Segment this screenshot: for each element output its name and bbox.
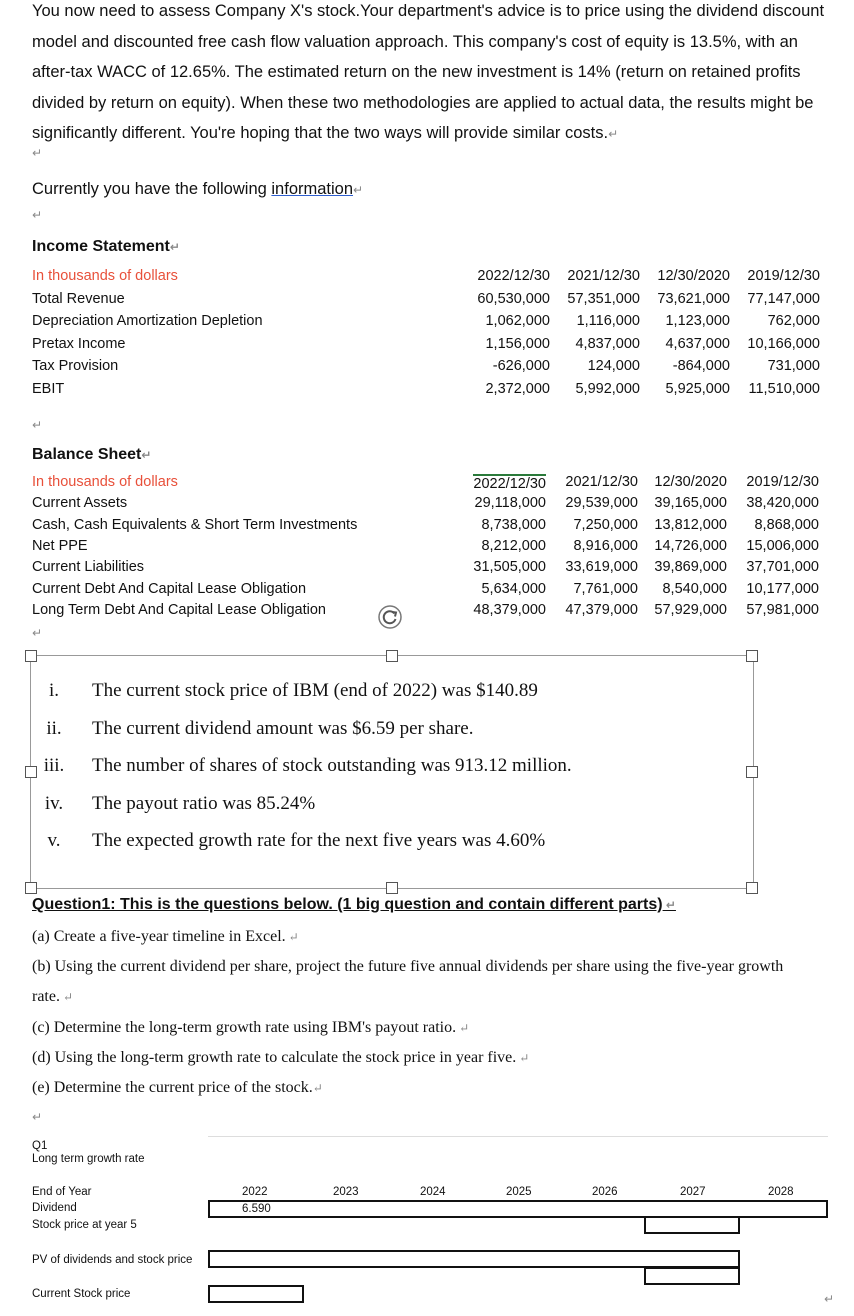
cell-value: 5,992,000 <box>575 380 640 397</box>
row-label: EBIT <box>32 380 65 397</box>
income-statement-table <box>32 268 832 398</box>
resize-handle[interactable] <box>746 650 758 662</box>
cell-value: 731,000 <box>767 358 820 374</box>
cell-value: 1,156,000 <box>485 335 550 352</box>
cell-value: 124,000 <box>587 358 640 374</box>
year-header: 12/30/2020 <box>654 474 727 490</box>
current-price-cell[interactable] <box>208 1285 304 1303</box>
cell-value: 1,123,000 <box>665 313 730 329</box>
sheet-end-of-year-label: End of Year <box>32 1186 92 1198</box>
question-e: (e) Determine the current price of the stock.↵ <box>32 1079 323 1096</box>
balance-heading: Balance Sheet↵ <box>32 446 152 463</box>
cell-value: 14,726,000 <box>654 537 727 554</box>
sheet-dividend-label: Dividend <box>32 1202 77 1214</box>
cell-value: 15,006,000 <box>746 537 819 554</box>
cell-value: 4,637,000 <box>665 335 730 352</box>
cell-value: 8,540,000 <box>662 580 727 597</box>
resize-handle[interactable] <box>746 766 758 778</box>
row-label: Current Assets <box>32 495 128 512</box>
fact-text: The current dividend amount was $6.59 per share. <box>92 717 474 739</box>
year-header: 2022/12/30 <box>477 268 550 284</box>
pv-row-range[interactable] <box>208 1250 740 1268</box>
sheet-dividend-2022[interactable]: 6.590 <box>242 1203 271 1215</box>
return-mark: ↵ <box>32 626 43 640</box>
sheet-year-cell[interactable]: 2023 <box>333 1186 359 1198</box>
year-header: 2021/12/30 <box>567 268 640 284</box>
question-c: (c) Determine the long-term growth rate using IBM's payout ratio. ↵ <box>32 1019 470 1036</box>
question-d: (d) Using the long-term growth rate to calculate the stock price in year five. ↵ <box>32 1049 530 1066</box>
cell-value: 73,621,000 <box>657 290 730 307</box>
cell-value: 57,351,000 <box>567 290 640 307</box>
stock-price-y5-cell[interactable] <box>644 1216 740 1234</box>
cell-value: 4,837,000 <box>575 335 640 352</box>
return-mark: ↵ <box>32 208 43 222</box>
cell-value: 2,372,000 <box>485 380 550 397</box>
cell-value: 7,250,000 <box>573 516 638 533</box>
resize-handle[interactable] <box>386 650 398 662</box>
cell-value: 8,738,000 <box>481 516 546 533</box>
cell-value: 38,420,000 <box>746 495 819 512</box>
row-label: Long Term Debt And Capital Lease Obligation <box>32 601 326 618</box>
cell-value: 762,000 <box>767 313 820 329</box>
cell-value: 48,379,000 <box>473 601 546 618</box>
sheet-pv-label: PV of dividends and stock price <box>32 1254 193 1266</box>
return-mark: ↵ <box>32 1110 43 1124</box>
cell-value: 57,929,000 <box>654 601 727 618</box>
year-header: 2022/12/30 <box>473 476 546 492</box>
question-title: Question1: This is the questions below. (1 big question and contain different parts) ↵ <box>32 896 676 913</box>
row-label: Total Revenue <box>32 290 125 307</box>
sheet-stock-price-label: Stock price at year 5 <box>32 1219 137 1231</box>
resize-handle[interactable] <box>746 882 758 894</box>
sheet-current-price-label: Current Stock price <box>32 1288 131 1300</box>
resize-handle[interactable] <box>386 882 398 894</box>
return-mark: ↵ <box>32 146 43 160</box>
cell-value: 57,981,000 <box>746 601 819 618</box>
year-header: 2019/12/30 <box>747 268 820 284</box>
cell-value: 7,761,000 <box>573 580 638 597</box>
unit-label: In thousands of dollars <box>32 268 178 284</box>
sheet-q1-label: Q1 <box>32 1140 48 1152</box>
fact-text: The expected growth rate for the next five years was 4.60% <box>92 830 546 851</box>
fact-text: The payout ratio was 85.24% <box>92 792 316 814</box>
cell-value: 8,212,000 <box>481 537 546 554</box>
fact-number: v. <box>47 830 61 851</box>
cell-value: -864,000 <box>672 358 730 374</box>
return-mark: ↵ <box>353 183 364 197</box>
refresh-icon[interactable] <box>377 604 403 630</box>
sheet-gridline <box>208 1136 828 1147</box>
year-header: 12/30/2020 <box>657 268 730 284</box>
income-heading: Income Statement↵ <box>32 238 180 255</box>
row-label: Net PPE <box>32 537 88 554</box>
sheet-year-cell[interactable]: 2028 <box>768 1186 794 1198</box>
cell-value: 31,505,000 <box>473 559 546 576</box>
cell-value: 8,868,000 <box>754 516 819 533</box>
cell-value: 39,869,000 <box>654 559 727 576</box>
fact-text: The number of shares of stock outstanding was 913.12 million. <box>92 755 572 776</box>
fact-text: The current stock price of IBM (end of 2022) was $140.89 <box>92 680 538 701</box>
cell-value: 5,634,000 <box>481 580 546 597</box>
fact-number: iv. <box>44 792 64 814</box>
fact-number: iii. <box>43 755 65 776</box>
sheet-year-cell[interactable]: 2022 <box>242 1186 268 1198</box>
cell-value: 10,177,000 <box>746 580 819 597</box>
intro-line-2 <box>32 174 832 206</box>
row-label: Tax Provision <box>32 358 119 374</box>
sheet-year-cell[interactable]: 2027 <box>680 1186 706 1198</box>
row-label: Current Debt And Capital Lease Obligation <box>32 580 307 597</box>
intro-text: You now need to assess Company X's stock.Your department's advice is to price using the dividend discount model and discounted free cash flow valuation approach. This company's cost of equity is 13.5%, with an after-tax WACC of 12.65%. The estimated return on the new investment is 14% (return on retained profits divided by return on equity). When these two methodologies are applied to actual data, the results might be significantly different. You're hoping that the two ways will provide similar costs. <box>32 2 825 142</box>
cell-value: 10,166,000 <box>747 335 820 352</box>
cell-value: 13,812,000 <box>654 516 727 533</box>
resize-handle[interactable] <box>25 882 37 894</box>
cell-value: 60,530,000 <box>477 290 550 307</box>
row-label: Depreciation Amortization Depletion <box>32 313 263 329</box>
fact-number: i. <box>48 680 60 701</box>
return-mark: ↵ <box>32 418 43 432</box>
unit-label: In thousands of dollars <box>32 474 178 490</box>
question-a: (a) Create a five-year timeline in Excel. ↵ <box>32 928 299 945</box>
sheet-year-cell[interactable]: 2026 <box>592 1186 618 1198</box>
return-mark: ↵ <box>824 1292 835 1306</box>
sheet-year-cell[interactable]: 2025 <box>506 1186 532 1198</box>
intro-paragraph <box>32 0 832 150</box>
cell-value: 33,619,000 <box>565 559 638 576</box>
year-header: 2019/12/30 <box>746 474 819 490</box>
row-label: Cash, Cash Equivalents & Short Term Investments <box>32 516 358 533</box>
question-b: (b) Using the current dividend per share, project the future five annual dividends per share using the five-year growth <box>32 958 784 975</box>
cell-value: 77,147,000 <box>747 290 820 307</box>
cell-value: 11,510,000 <box>748 380 820 397</box>
cell-value: 1,062,000 <box>485 313 550 329</box>
cell-value: 5,925,000 <box>665 380 730 397</box>
return-mark: ↵ <box>608 127 619 141</box>
cell-value: 29,118,000 <box>474 495 546 512</box>
information-link[interactable]: information <box>271 180 354 198</box>
cell-value: 39,165,000 <box>654 495 727 512</box>
cell-value: -626,000 <box>492 358 550 374</box>
intro-text-2: Currently you have the following <box>32 180 272 198</box>
row-label: Current Liabilities <box>32 559 145 576</box>
cell-value: 47,379,000 <box>565 601 638 618</box>
fact-number: ii. <box>46 717 62 739</box>
row-label: Pretax Income <box>32 335 126 352</box>
cell-value: 29,539,000 <box>565 495 638 512</box>
resize-handle[interactable] <box>25 650 37 662</box>
sheet-year-cell[interactable]: 2024 <box>420 1186 446 1198</box>
year-header: 2021/12/30 <box>565 474 638 490</box>
cell-value: 37,701,000 <box>746 559 819 576</box>
cell-value: 1,116,000 <box>576 313 640 329</box>
balance-sheet-table <box>32 472 832 622</box>
pv-y5-cell[interactable] <box>644 1267 740 1285</box>
sheet-ltg-label: Long term growth rate <box>32 1153 145 1165</box>
question-b-cont: rate. ↵ <box>32 988 74 1005</box>
cell-value: 8,916,000 <box>573 537 638 554</box>
